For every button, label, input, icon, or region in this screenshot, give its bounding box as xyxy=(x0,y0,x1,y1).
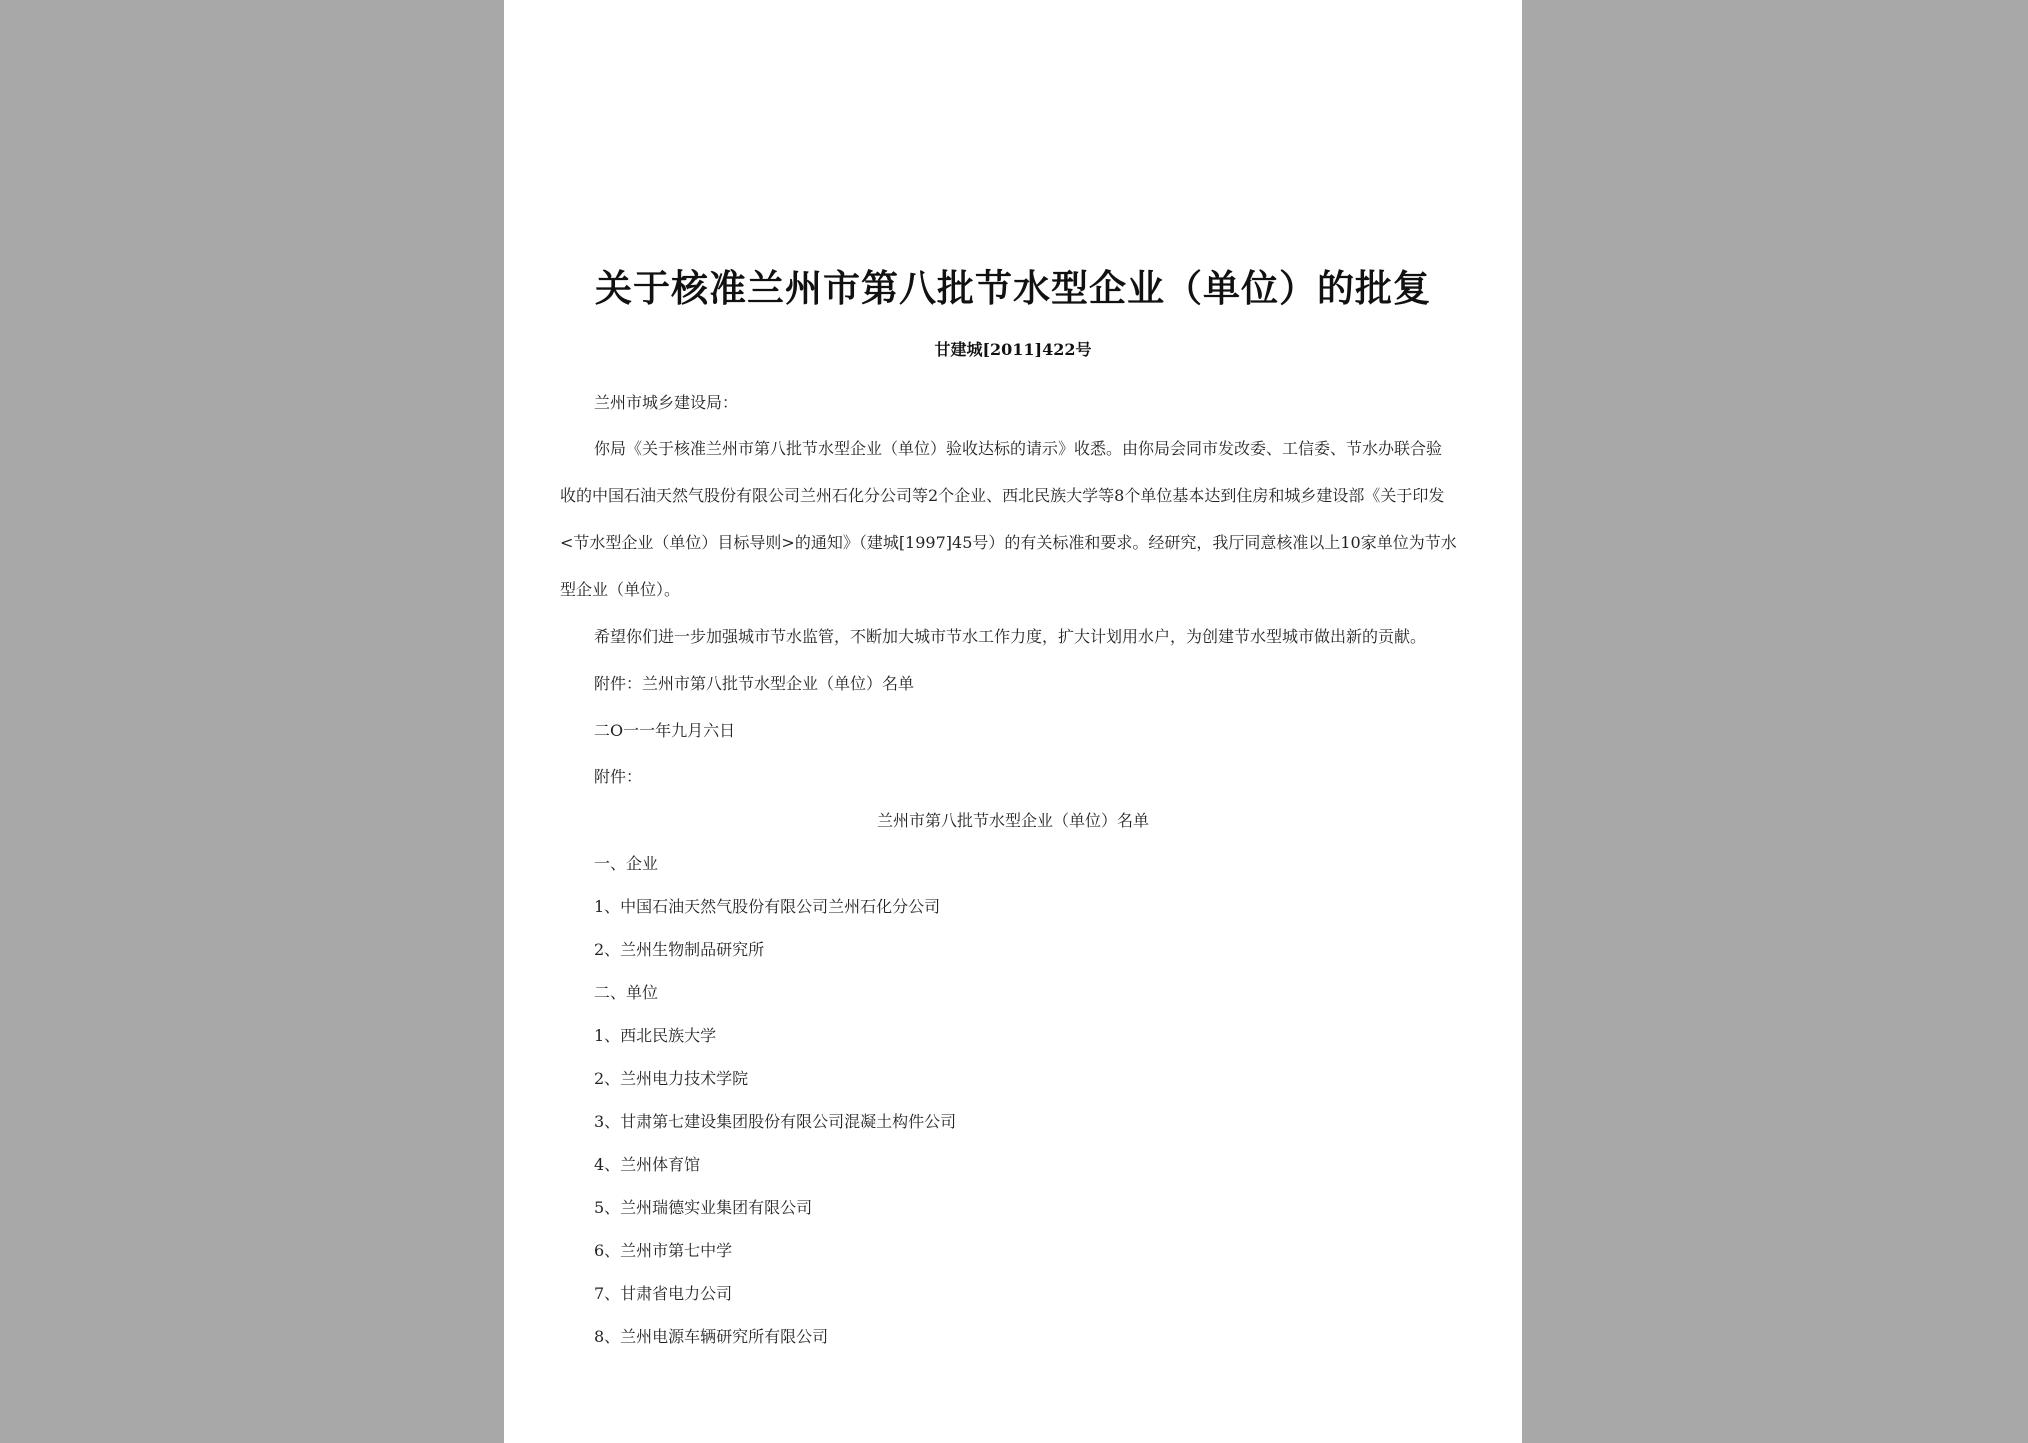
body-line: <节水型企业（单位）目标导则>的通知》（建城[1997]45号）的有关标准和要求。经研究，我厅同意核准以上10家单位为节水 xyxy=(560,533,1457,552)
attachment-label: 附件： xyxy=(594,767,643,786)
hope-line: 希望你们进一步加强城市节水监管，不断加大城市节水工作力度，扩大计划用水户，为创建节水型城市做出新的贡献。 xyxy=(594,627,1427,646)
document-page xyxy=(504,0,1522,1443)
body-line: 收的中国石油天然气股份有限公司兰州石化分公司等2个企业、西北民族大学等8个单位基本达到住房和城乡建设部《关于印发 xyxy=(560,486,1445,505)
section-heading-units: 二、单位 xyxy=(594,983,659,1002)
list-item: 1、西北民族大学 xyxy=(594,1026,717,1045)
attachment-note: 附件：兰州市第八批节水型企业（单位）名单 xyxy=(594,674,915,693)
list-item: 8、兰州电源车辆研究所有限公司 xyxy=(594,1327,829,1346)
list-title: 兰州市第八批节水型企业（单位）名单 xyxy=(876,811,1149,830)
list-item: 6、兰州市第七中学 xyxy=(594,1241,733,1260)
list-item: 2、兰州电力技术学院 xyxy=(594,1069,749,1088)
list-item: 1、中国石油天然气股份有限公司兰州石化分公司 xyxy=(594,897,941,916)
document-date: 二O一一年九月六日 xyxy=(594,721,736,740)
list-item: 4、兰州体育馆 xyxy=(594,1155,701,1174)
addressee: 兰州市城乡建设局： xyxy=(594,393,739,412)
list-item: 5、兰州瑞德实业集团有限公司 xyxy=(594,1198,813,1217)
document-number: 甘建城[2011]422号 xyxy=(934,340,1092,359)
list-item: 2、兰州生物制品研究所 xyxy=(594,940,765,959)
list-item: 3、甘肃第七建设集团股份有限公司混凝土构件公司 xyxy=(594,1112,957,1131)
list-item: 7、甘肃省电力公司 xyxy=(594,1284,733,1303)
section-heading-enterprises: 一、企业 xyxy=(594,854,659,873)
body-line: 型企业（单位）。 xyxy=(560,580,681,599)
body-line: 你局《关于核准兰州市第八批节水型企业（单位）验收达标的请示》收悉。由你局会同市发改委、工信委、节水办联合验 xyxy=(594,439,1443,458)
document-title: 关于核准兰州市第八批节水型企业（单位）的批复 xyxy=(595,266,1431,310)
